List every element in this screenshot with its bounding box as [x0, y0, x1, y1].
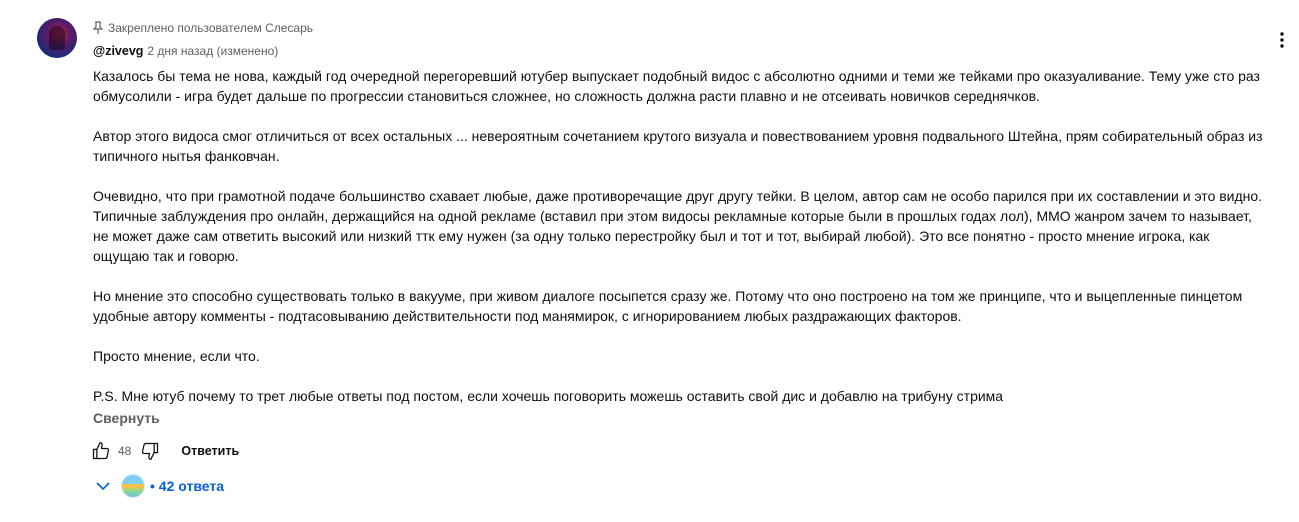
thumbs-down-icon: [140, 441, 160, 461]
comment-paragraph: Очевидно, что при грамотной подаче большинство схавает любые, даже противоречащие друг другу тейки. В целом, автор сам не особо парился при их составлении и это видно. Типичные заблуждения про онлайн, держащийся на одной рекламе (вставил при этом видосы рекламные которые были в прошлых годах лол), ММО жанром зачем то называет, не может даже сам ответить высокий или низкий ттк ему нужен (за одну только перестройку был и тот и тот, выбирай любой). Это все понятно - просто мнение игрока, как ощущаю так и говорю.: [93, 188, 1263, 264]
comment-paragraph: Казалось бы тема не нова, каждый год очередной перегоревший ютубер выпускает подобный видос с абсолютно одними и теми же тейками про оказуаливание. Тему уже сто раз обмусолили - игра будет дальше по прогрессии становиться сложнее, но сложность должна расти плавно и не отсеивать новичков середнячков.: [93, 68, 1260, 104]
pinned-banner: [93, 19, 313, 37]
comment-time[interactable]: 2 дня назад (изменено): [147, 44, 279, 58]
more-vertical-icon: [1280, 32, 1284, 48]
like-button[interactable]: [90, 440, 112, 462]
comment-paragraph: Просто мнение, если что.: [93, 348, 260, 364]
replies-count: • 42 ответа: [150, 478, 224, 494]
comment-text: [93, 66, 1268, 406]
comment-header: [93, 44, 278, 62]
comment-actions: [90, 440, 239, 462]
dislike-button[interactable]: [139, 440, 161, 462]
chevron-down-icon: [93, 476, 113, 496]
thumbs-up-icon: [91, 441, 111, 461]
comment-paragraph: Автор этого видоса смог отличиться от всех остальных ... невероятным сочетанием крутого визуала и повествованием уровня подвального Штейна, прям собирательный образ из типичного нытья фанковчан.: [93, 128, 1263, 164]
reply-button[interactable]: Ответить: [181, 444, 240, 458]
reply-author-avatar: [121, 474, 145, 498]
more-actions-button[interactable]: [1270, 28, 1294, 52]
author-name[interactable]: @zivevg: [93, 44, 144, 58]
comment-paragraph: Но мнение это способно существовать только в вакууме, при живом диалоге посыпется сразу же. Потому что оно построено на том же принципе, что и выцепленные пинцетом удобные автору комменты - подтасовыванию действительности под манямирок, с игнорированием любых раздражающих факторов.: [93, 288, 1243, 324]
like-count: 48: [118, 444, 132, 458]
collapse-button[interactable]: Свернуть: [93, 410, 160, 426]
pinned-label: Закреплено пользователем Слесарь: [108, 21, 314, 35]
comment-paragraph: P.S. Мне ютуб почему то трет любые ответы под постом, если хочешь поговорить можешь оставить свой дис и добавлю на трибуну стрима: [93, 388, 1004, 404]
pin-icon: [93, 21, 103, 35]
author-avatar[interactable]: [37, 18, 77, 58]
show-replies-button[interactable]: [93, 472, 224, 500]
